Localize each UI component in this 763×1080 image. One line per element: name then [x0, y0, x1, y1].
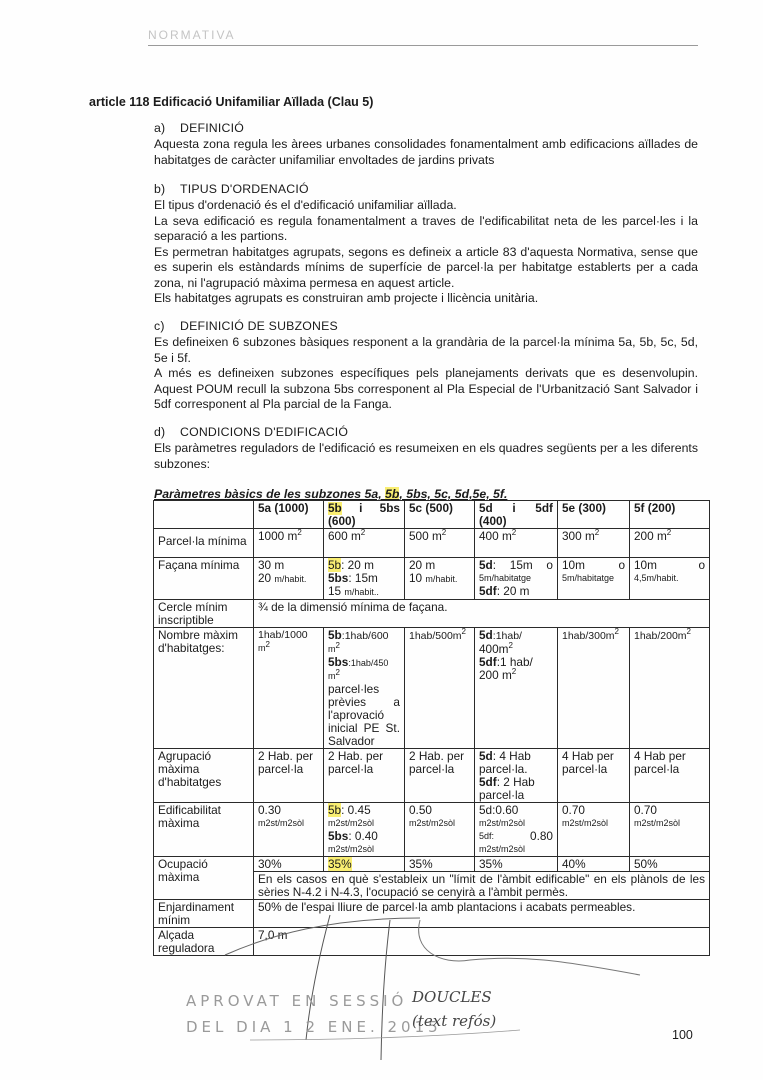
table-cell: 10m o 4,5m/habit.: [630, 558, 710, 600]
table-cell: 50%: [630, 857, 710, 872]
row-label: Alçada reguladora: [154, 928, 254, 956]
table-cell: 50% de l'espai lliure de parcel·la amb plantacions i acabats permeables.: [254, 900, 710, 928]
header-5c: 5c (500): [405, 501, 475, 529]
paragraph: El tipus d'ordenació és el d'edificació unifamiliar aïllada.: [154, 198, 457, 212]
table-cell: 1000 $m^2$: [254, 529, 324, 558]
table-cell: 5b: 0.45 m2st/m2sòl 5bs: 0.40 m2st/m2sòl: [324, 803, 405, 857]
table-caption: Paràmetres bàsics de les subzones 5a, 5b, 5bs, 5c, 5d,5e, 5f.: [154, 487, 508, 501]
table-cell: ¾ de la dimensió mínima de façana.: [254, 600, 710, 628]
table-cell: 300 $m^2$: [558, 529, 630, 558]
table-cell: 4 Hab per parcel·la: [558, 749, 630, 803]
section-number: d): [154, 425, 166, 439]
table-cell: 200 $m^2$: [630, 529, 710, 558]
table-cell: 2 Hab. per parcel·la: [324, 749, 405, 803]
table-cell: 35%: [475, 857, 558, 872]
row-label: Parcel·la mínima: [154, 529, 254, 558]
table-cell: En els casos en què s'estableix un "límit de l'àmbit edificable" en els plànols de les sèries N-4.2 i N-4.3, l'ocupació se cenyirà a l'àmbit permès.: [254, 872, 710, 900]
row-label: Nombre màxim d'habitatges:: [154, 628, 254, 749]
header-5a: 5a (1000): [254, 501, 324, 529]
section-title: DEFINICIÓ DE SUBZONES: [180, 319, 338, 333]
table-cell: 5b: 20 m 5bs: 15m 15 m/habit..: [324, 558, 405, 600]
table-cell: 10m o 5m/habitatge: [558, 558, 630, 600]
paragraph: A més es defineixen subzones específiques pels planejaments derivats que es desenvolupin. Aquest POUM recull la subzona 5bs corresponent al Pla Especial de l'Urbanització Sant Salvador i 5df corresponent al Pla parcial de la Fanga.: [154, 366, 698, 411]
section-number: a): [154, 121, 166, 135]
header-5b: 5b i 5bs (600): [324, 501, 405, 529]
table-cell: 0.50 m2st/m2sòl: [405, 803, 475, 857]
paragraph: Es permetran habitatges agrupats, segons es defineix a article 83 d'aquesta Normativa, sense que es superin els estàndards mínims de superfície de parcel·la per habitatge establerts per a cada zona, ni l'agrupació màxima permesa en aquest article.: [154, 244, 698, 290]
table-cell: 20 m 10 m/habit.: [405, 558, 475, 600]
table-cell: $1hab/500m^2$: [405, 628, 475, 749]
table-cell: 2 Hab. per parcel·la: [405, 749, 475, 803]
paragraph: Aquesta zona regula les àrees urbanes consolidades fonamentalment amb edificacions aïllades de habitatges de caràcter unifamiliar envoltades de jardins privats: [154, 137, 698, 167]
table-cell: 2 Hab. per parcel·la: [254, 749, 324, 803]
table-cell: 5d:0.60 m2st/m2sòl 5df: 0.80 m2st/m2sòl: [475, 803, 558, 857]
header-5f: 5f (200): [630, 501, 710, 529]
row-label: Ocupació màxima: [154, 857, 254, 900]
table-cell: 5b:1hab/600 m2 5bs:1hab/450 m2 parcel·les prèvies a l'aprovació inicial PE St. Salvador: [324, 628, 405, 749]
paragraph: Els habitatges agrupats es construiran amb projecte i llicència unitària.: [154, 291, 539, 305]
table-cell: 0.30 m2st/m2sòl: [254, 803, 324, 857]
table-cell: 35%: [405, 857, 475, 872]
article-title: article 118 Edificació Unifamiliar Aïllada (Clau 5): [89, 95, 374, 109]
table-cell: 600 $m^2$: [324, 529, 405, 558]
handwritten-note: (text refós): [412, 1012, 497, 1030]
table-cell: 0.70 m2st/m2sòl: [630, 803, 710, 857]
section-title: TIPUS D'ORDENACIÓ: [180, 182, 309, 196]
row-label: Enjardinament mínim: [154, 900, 254, 928]
table-cell: 1hab/1000 m2: [254, 628, 324, 749]
paragraph: Els paràmetres reguladors de l'edificació es resumeixen en els quadres següents per a les diferents subzones:: [154, 441, 698, 471]
handwritten-note: DOUCLES: [412, 988, 492, 1006]
table-cell: 400 $m^2$: [475, 529, 558, 558]
approval-stamp-line2: DEL DIA 1 2 ENE. 2015: [186, 1018, 442, 1036]
header-5d: 5d i 5df (400): [475, 501, 558, 529]
table-cell: 7,0 m: [254, 928, 710, 956]
table-cell: 30 m 20 m/habit.: [254, 558, 324, 600]
table-cell: $1hab/200m^2$: [630, 628, 710, 749]
table-cell: 500 $m^2$: [405, 529, 475, 558]
table-cell: 35%: [324, 857, 405, 872]
table-cell: 4 Hab per parcel·la: [630, 749, 710, 803]
table-cell: 5d:1hab/ $400m^2$ 5df:1 hab/ 200 $m^2$: [475, 628, 558, 749]
section-number: c): [154, 319, 165, 333]
paragraph: La seva edificació es regula fonamentalment a traves de l'edificabilitat neta de les parcel·les i la separació a les partions.: [154, 213, 698, 243]
table-cell: 40%: [558, 857, 630, 872]
running-header: NORMATIVA: [148, 28, 236, 42]
table-cell: 5d: 4 Hab parcel·la. 5df: 2 Hab parcel·la: [475, 749, 558, 803]
section-number: b): [154, 182, 166, 196]
table-cell: 30%: [254, 857, 324, 872]
section-title: CONDICIONS D'EDIFICACIÓ: [180, 425, 349, 439]
section-title: DEFINICIÓ: [180, 121, 244, 135]
table-cell: 5d: 15m o 5m/habitatge 5df: 20 m: [475, 558, 558, 600]
row-label: Façana mínima: [154, 558, 254, 600]
paragraph: Es defineixen 6 subzones bàsiques responent a la grandària de la parcel·la mínima 5a, 5b, 5c, 5d, 5e i 5f.: [154, 335, 698, 365]
header-5e: 5e (300): [558, 501, 630, 529]
table-cell: 0.70 m2st/m2sòl: [558, 803, 630, 857]
row-label: Edificabilitat màxima: [154, 803, 254, 857]
row-label: Cercle mínim inscriptible: [154, 600, 254, 628]
table-cell: $1hab/300m^2$: [558, 628, 630, 749]
approval-stamp-line1: APROVAT EN SESSIÓ: [186, 992, 408, 1010]
row-label: Agrupació màxima d'habitatges: [154, 749, 254, 803]
page-number: 100: [672, 1028, 693, 1042]
